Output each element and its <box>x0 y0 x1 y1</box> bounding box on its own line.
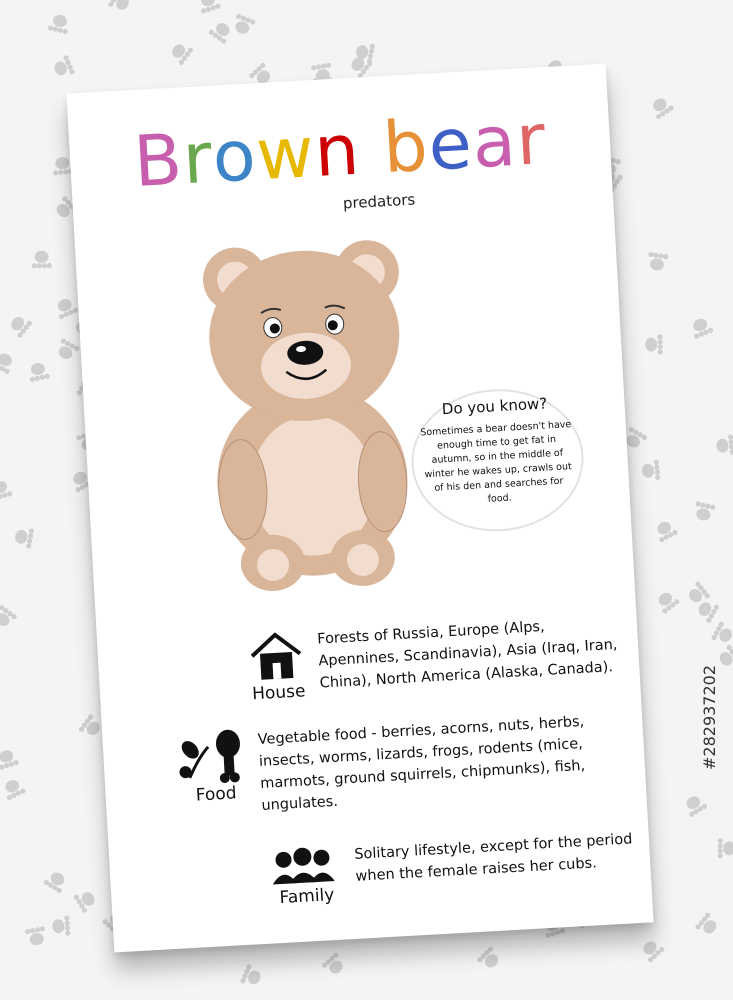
family-text: Solitary lifestyle, except for the period when the female raises her cubs. <box>353 831 633 885</box>
family-icon <box>269 845 337 889</box>
title-letter: n <box>312 108 363 193</box>
title-letter: e <box>426 102 475 187</box>
page-subtitle: predators <box>342 190 416 213</box>
page-title <box>68 96 612 206</box>
title-letter: r <box>180 116 215 201</box>
house-text: Forests of Russia, Europe (Alps, Apennines, Scandinavia), Asia (Iraq, Iran, China), North America (Alaska, Canada). <box>316 618 618 692</box>
title-letter: r <box>514 98 549 182</box>
title-letter: B <box>131 118 186 204</box>
title-letter: a <box>470 99 519 185</box>
family-label: Family <box>279 885 335 909</box>
food-icon <box>177 725 250 789</box>
house-label: House <box>251 681 306 705</box>
house-icon <box>247 629 306 682</box>
info-card <box>66 64 653 953</box>
title-letter: o <box>210 114 259 199</box>
stock-watermark: #282937202 <box>700 664 719 770</box>
title-letter: b <box>380 104 431 190</box>
bear-illustration <box>195 225 425 596</box>
food-label: Food <box>195 783 238 806</box>
bubble-text: Sometimes a bear doesn't have enough time to get fat in autumn, so in the middle of winter he wakes up, crawls out of his den and searches for food. <box>420 419 572 505</box>
bubble-title: Do you know? <box>441 394 548 419</box>
food-text: Vegetable food - berries, acorns, nuts, herbs, insects, worms, lizards, frogs, rodents (mice, marmots, ground squirrels, chipmunks), fish, ungulates. <box>257 713 586 814</box>
title-letter: w <box>254 111 317 197</box>
